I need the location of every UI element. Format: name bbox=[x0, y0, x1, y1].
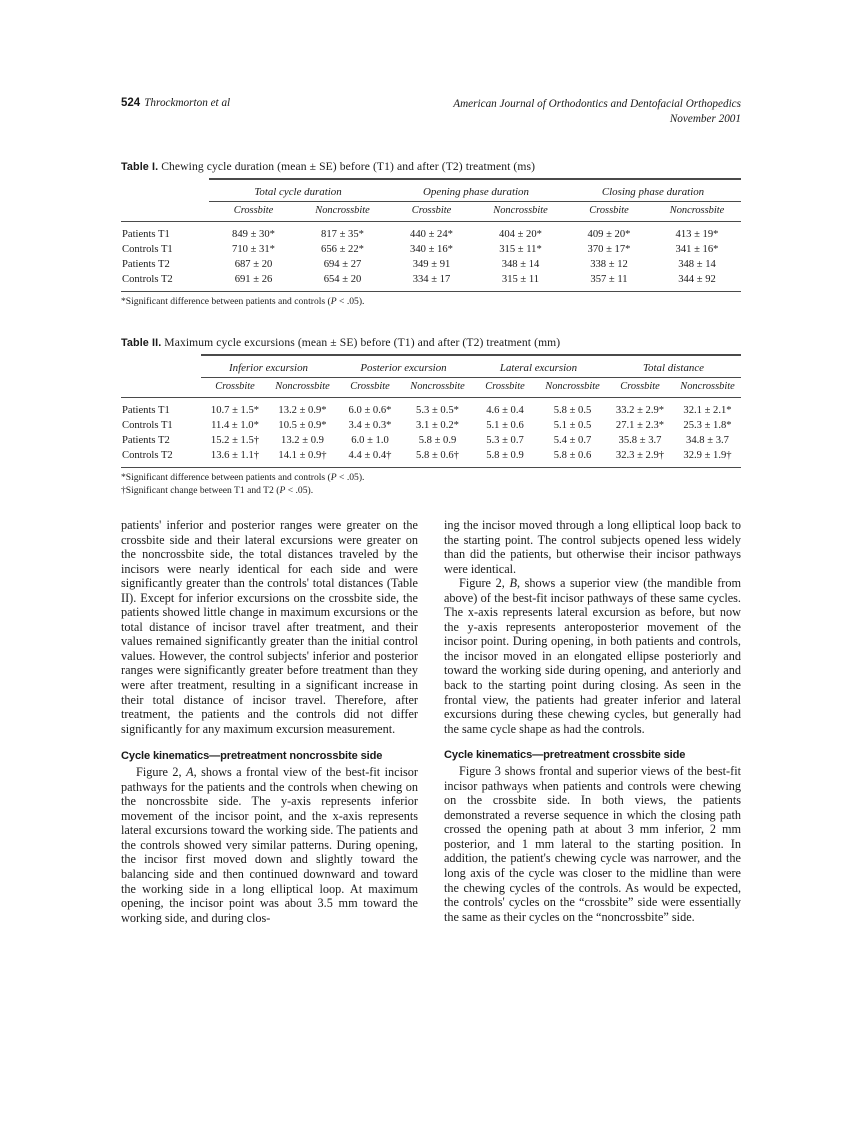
table-1-cell: 694 ± 27 bbox=[323, 259, 362, 270]
table-2-cell: 5.3 ± 0.7 bbox=[486, 435, 524, 446]
table-1-row-label: Patients T2 bbox=[122, 259, 170, 270]
table-1-cell: 348 ± 14 bbox=[678, 259, 716, 270]
table-2-cell: 34.8 ± 3.7 bbox=[686, 435, 729, 446]
table-1-caption bbox=[121, 160, 741, 173]
table-1-cell: 340 ± 16* bbox=[410, 244, 453, 255]
table-1-group-header-row bbox=[121, 179, 741, 202]
table-1-group-header: Closing phase duration bbox=[565, 179, 741, 202]
table-2-cell: 3.4 ± 0.3* bbox=[348, 420, 392, 431]
table-2-group-header: Total distance bbox=[606, 355, 741, 378]
table-1-cell: 409 ± 20* bbox=[565, 222, 653, 243]
table-2-sub-header-row bbox=[121, 378, 741, 398]
table-1-sub-header-row bbox=[121, 202, 741, 222]
table-1-footnote-text: Significant difference between patients and controls ( bbox=[125, 296, 331, 307]
table-row bbox=[121, 257, 741, 272]
table-1-caption-text: Chewing cycle duration (mean ± SE) before (T1) and after (T2) treatment (ms) bbox=[161, 160, 536, 173]
table-2-row-label: Controls T1 bbox=[122, 420, 173, 431]
table-2-row-label: Patients T1 bbox=[121, 398, 201, 419]
table-1-sub-corner-cell bbox=[121, 202, 209, 222]
journal-title: American Journal of Orthodontics and Dentofacial Orthopedics bbox=[453, 98, 741, 110]
table-2-group-header: Lateral excursion bbox=[471, 355, 606, 378]
table-2-cell: 5.1 ± 0.6 bbox=[486, 420, 524, 431]
paragraph bbox=[121, 765, 418, 925]
table-2-cell: 11.4 ± 1.0* bbox=[211, 420, 259, 431]
body-column-right bbox=[444, 518, 741, 924]
table-2-cell: 5.1 ± 0.5 bbox=[553, 420, 592, 431]
running-head-right bbox=[453, 97, 741, 126]
table-1 bbox=[121, 178, 741, 292]
table-1-column-header: Noncrossbite bbox=[315, 205, 370, 216]
table-2-cell: 5.8 ± 0.5 bbox=[539, 398, 606, 419]
table-row bbox=[121, 222, 741, 243]
table-2-group-header: Inferior excursion bbox=[201, 355, 336, 378]
table-1-column-header: Crossbite bbox=[411, 205, 452, 216]
table-2-cell: 13.6 ± 1.1† bbox=[201, 448, 269, 468]
table-2-column-header: Noncrossbite bbox=[545, 381, 600, 392]
section-heading-noncrossbite: Cycle kinematics—pretreatment noncrossbite side bbox=[121, 750, 383, 763]
table-2-cell: 14.1 ± 0.9† bbox=[269, 448, 336, 468]
table-2-cell: 10.7 ± 1.5* bbox=[201, 398, 269, 419]
table-2-group-header-row bbox=[121, 355, 741, 378]
table-2-cell: 32.3 ± 2.9† bbox=[606, 448, 674, 468]
table-2-footnote-2 bbox=[121, 485, 741, 498]
table-2-cell: 6.0 ± 0.6* bbox=[336, 398, 404, 419]
table-2-column-header: Noncrossbite bbox=[275, 381, 330, 392]
running-head-authors: Throckmorton et al bbox=[144, 97, 231, 109]
body-column-left bbox=[121, 518, 418, 925]
table-2-column-header: Crossbite bbox=[215, 381, 255, 392]
table-2-footnote-tail: < .05). bbox=[285, 484, 314, 496]
table-1-cell: 404 ± 20* bbox=[476, 222, 565, 243]
paragraph: Figure 3 shows frontal and superior views of the best-fit incisor pathways when patients and controls were chewing on the crossbite side. In both views, the patients demonstrated a reverse sequence in which the closing path crossed the opening path at about 3 mm inferior, 2 mm posterior, and 1 mm lateral to the starting position. In addition, the patient's chewing cycle was narrower, and the long axis of the cycle was closer to the midline than were the chewing cycles of the controls. As would be expected, the controls' cycles on the “crossbite” side were essentially the same as their cycles on the “noncrossbite” side. bbox=[444, 764, 741, 924]
table-1-cell: 348 ± 14 bbox=[501, 259, 540, 270]
table-2-cell: 13.2 ± 0.9* bbox=[269, 398, 336, 419]
table-1-footnote-tail: < .05). bbox=[336, 296, 365, 307]
table-2-cell: 5.8 ± 0.6† bbox=[404, 448, 471, 468]
table-1-cell: 656 ± 22* bbox=[321, 244, 364, 255]
table-2-group-header: Posterior excursion bbox=[336, 355, 471, 378]
table-1-footnote bbox=[121, 296, 741, 309]
table-2 bbox=[121, 354, 741, 468]
table-1-cell: 315 ± 11 bbox=[476, 272, 565, 292]
table-2-cell: 4.4 ± 0.4† bbox=[336, 448, 404, 468]
table-2-cell: 5.3 ± 0.5* bbox=[404, 398, 471, 419]
table-1-cell: 341 ± 16* bbox=[675, 244, 719, 255]
table-row bbox=[121, 433, 741, 448]
table-2-cell: 3.1 ± 0.2* bbox=[416, 420, 459, 431]
table-1-cell: 344 ± 92 bbox=[653, 272, 741, 292]
table-1-cell: 413 ± 19* bbox=[653, 222, 741, 243]
table-1-label: Table I. bbox=[121, 161, 159, 173]
table-1-row-label: Controls T2 bbox=[121, 272, 209, 292]
table-2-column-header: Crossbite bbox=[485, 381, 525, 392]
figure-panel-label: B bbox=[509, 576, 517, 591]
journal-issue-date: November 2001 bbox=[669, 112, 741, 125]
paragraph-text: Figure 2, bbox=[459, 576, 510, 591]
table-2-cell: 4.6 ± 0.4 bbox=[471, 398, 539, 419]
page-folio: 524 bbox=[121, 97, 141, 109]
table-1-cell: 357 ± 11 bbox=[565, 272, 653, 292]
table-2-footnote-text: Significant change between T1 and T2 ( bbox=[125, 484, 280, 496]
table-2-cell: 5.8 ± 0.6 bbox=[539, 448, 606, 468]
paragraph-text: Figure 2, bbox=[136, 765, 187, 780]
table-2-sub-corner-cell bbox=[121, 378, 201, 398]
table-row bbox=[121, 242, 741, 257]
table-1-corner-cell bbox=[121, 179, 209, 202]
running-head-left bbox=[121, 97, 230, 109]
table-2-caption-text: Maximum cycle excursions (mean ± SE) before (T1) and after (T2) treatment (mm) bbox=[164, 336, 561, 349]
table-2-footnote-1 bbox=[121, 472, 741, 485]
table-2-cell: 32.1 ± 2.1* bbox=[674, 398, 741, 419]
table-2-cell: 13.2 ± 0.9 bbox=[281, 435, 324, 446]
paragraph-text: , shows a superior view (the mandible from above) of the best-fit incisor pathways of these same cycles. The x-axis represents lateral excursion as before, but now the y-axis represents anteroposterior movement of the incisor point. During opening, in both patients and controls, the incisor moved in an elongated ellipse posteriorly and toward the working side during opening, and anteriorly and back to the starting point during closing. As seen in the frontal view, the patients had greater inferior and lateral excursions during these chewing cycles, but generally had the same cycle shape as had the controls. bbox=[444, 576, 741, 736]
table-2-row-label: Controls T2 bbox=[121, 448, 201, 468]
table-1-block bbox=[121, 160, 741, 309]
table-2-caption bbox=[121, 336, 741, 349]
table-1-cell: 849 ± 30* bbox=[209, 222, 298, 243]
table-1-cell: 315 ± 11* bbox=[499, 244, 542, 255]
table-2-block bbox=[121, 336, 741, 497]
table-2-cell: 35.8 ± 3.7 bbox=[618, 435, 662, 446]
paragraph-continued: patients' inferior and posterior ranges were greater on the crossbite side and their lateral excursions were greater on the noncrossbite side, the total distances traveled by the incisors were nearly identical for each side and were significantly greater than the controls' total distances (Table II). Except for inferior excursions on the crossbite side, the patients showed little change in maximum excursions or the total distance of incisor travel after treatment, and their values remained significantly greater than the initial control values. However, the control subjects' inferior and posterior ranges were significantly greater before treatment than they were after treatment, resulting in a significant increase in their total distance of incisor travel. Therefore, after treatment, the patients and the controls did not differ significantly for any maximum excursion measurement. bbox=[121, 518, 418, 736]
table-1-cell: 334 ± 17 bbox=[387, 272, 476, 292]
table-1-cell: 691 ± 26 bbox=[209, 272, 298, 292]
table-1-group-header: Opening phase duration bbox=[387, 179, 565, 202]
table-1-cell: 654 ± 20 bbox=[298, 272, 387, 292]
table-row bbox=[121, 398, 741, 419]
table-2-row-label: Patients T2 bbox=[122, 435, 170, 446]
table-2-cell: 6.0 ± 1.0 bbox=[351, 435, 389, 446]
table-2-cell: 25.3 ± 1.8* bbox=[683, 420, 732, 431]
table-2-column-header: Noncrossbite bbox=[410, 381, 465, 392]
table-2-corner-cell bbox=[121, 355, 201, 378]
running-head bbox=[121, 97, 741, 131]
table-1-cell: 349 ± 91 bbox=[412, 259, 451, 270]
table-1-column-header: Crossbite bbox=[233, 205, 274, 216]
table-1-column-header: Noncrossbite bbox=[493, 205, 548, 216]
table-2-footnote-marker: * bbox=[121, 472, 126, 483]
table-2-column-header: Noncrossbite bbox=[680, 381, 735, 392]
table-2-column-header: Crossbite bbox=[350, 381, 390, 392]
section-heading-crossbite: Cycle kinematics—pretreatment crossbite side bbox=[444, 749, 686, 762]
table-1-footnote-marker: * bbox=[121, 296, 126, 307]
table-1-row-label: Patients T1 bbox=[121, 222, 209, 243]
table-1-column-header: Noncrossbite bbox=[669, 205, 725, 216]
table-1-cell: 710 ± 31* bbox=[232, 244, 275, 255]
table-2-footnote-text: Significant difference between patients and controls ( bbox=[125, 472, 331, 483]
table-2-label: Table II. bbox=[121, 337, 162, 349]
table-2-footnote-symbol: P bbox=[279, 484, 286, 496]
table-2-footnote-symbol: P bbox=[330, 472, 337, 483]
table-1-group-header: Total cycle duration bbox=[209, 179, 387, 202]
table-2-cell: 33.2 ± 2.9* bbox=[606, 398, 674, 419]
table-row bbox=[121, 272, 741, 292]
paragraph-text: , shows a frontal view of the best-fit incisor pathways for the patients and the controls when chewing on the noncrossbite side. The y-axis represents inferior movement of the incisor point, and the x-axis represents lateral excursions toward the working side. The patients and the controls showed very similar patterns. During opening, the incisor first moved down and slightly toward the balancing side and then continued downward and toward the working side in a long elliptical loop. At maximum opening, the incisor point was about 3.5 mm toward the working side, and during clos- bbox=[121, 765, 418, 925]
table-1-cell: 687 ± 20 bbox=[234, 259, 273, 270]
table-2-cell: 10.5 ± 0.9* bbox=[278, 420, 327, 431]
table-2-footnote-marker: † bbox=[121, 484, 126, 496]
paragraph-continued: ing the incisor moved through a long elliptical loop back to the starting point. The control subjects opened less widely than did the patients, but otherwise their incisor pathways were identical. bbox=[444, 518, 741, 576]
figure-panel-label: A bbox=[186, 765, 194, 780]
table-1-cell: 440 ± 24* bbox=[387, 222, 476, 243]
table-2-cell: 27.1 ± 2.3* bbox=[615, 420, 665, 431]
paragraph bbox=[444, 576, 741, 736]
table-2-cell: 32.9 ± 1.9† bbox=[674, 448, 741, 468]
table-1-column-header: Crossbite bbox=[589, 205, 629, 216]
table-2-cell: 5.8 ± 0.9 bbox=[471, 448, 539, 468]
table-2-cell: 5.4 ± 0.7 bbox=[553, 435, 592, 446]
table-1-cell: 817 ± 35* bbox=[298, 222, 387, 243]
table-row bbox=[121, 418, 741, 433]
table-2-cell: 5.8 ± 0.9 bbox=[418, 435, 457, 446]
table-row bbox=[121, 448, 741, 468]
table-2-column-header: Crossbite bbox=[620, 381, 660, 392]
table-1-cell: 338 ± 12 bbox=[590, 259, 628, 270]
table-2-cell: 15.2 ± 1.5† bbox=[210, 435, 260, 446]
table-1-footnote-symbol: P bbox=[330, 296, 337, 307]
table-1-cell: 370 ± 17* bbox=[587, 244, 631, 255]
table-2-footnote-tail: < .05). bbox=[336, 472, 365, 483]
table-1-row-label: Controls T1 bbox=[122, 244, 173, 255]
